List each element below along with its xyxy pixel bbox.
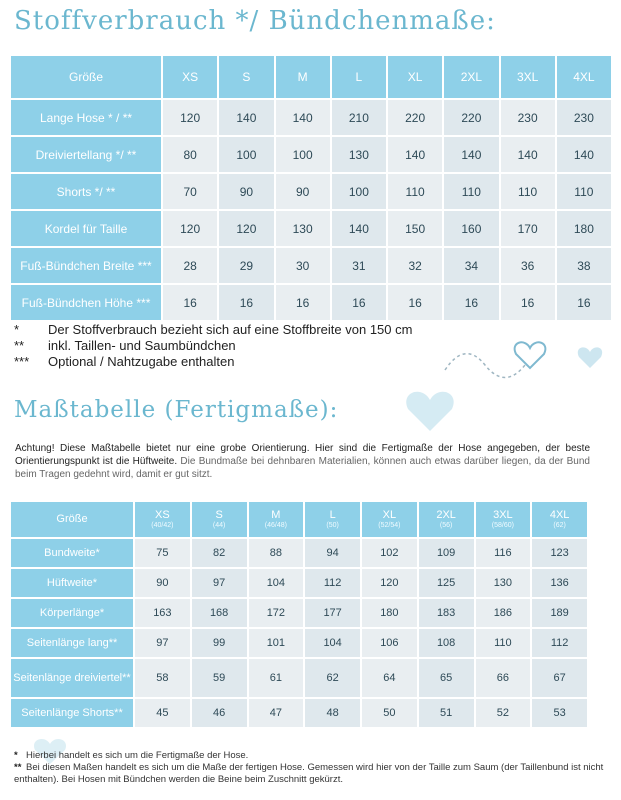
table-cell: 123: [532, 539, 587, 567]
table-cell: 177: [305, 599, 360, 627]
size-header: L: [332, 56, 386, 98]
table-cell: 64: [362, 659, 417, 697]
table-cell: 230: [501, 100, 555, 135]
table-cell: 88: [249, 539, 304, 567]
table-row: [11, 174, 611, 209]
table-cell: 140: [276, 100, 330, 135]
footnote-text: Bei diesen Maßen handelt es sich um die Maße der fertigen Hose. Gemessen wird hier von der Taille zum Saum (der Taillenbund ist nicht enthalten). Bei Hosen mit Bündchen werden die Beine beim Zuschnitt gekürzt.: [14, 762, 604, 785]
table-row: [11, 659, 587, 697]
eu-size-label: (44): [212, 522, 226, 529]
table-cell: 140: [557, 137, 611, 172]
section-title-measurements: Maßtabelle (Fertigmaße):: [14, 397, 339, 423]
table-header-row: [11, 56, 611, 98]
measurement-warning: [15, 442, 590, 481]
table-cell: 48: [305, 699, 360, 727]
table-cell: 101: [249, 629, 304, 657]
size-header: S: [219, 56, 273, 98]
row-label: Seitenlänge dreiviertel**: [11, 659, 133, 697]
table-cell: 38: [557, 248, 611, 283]
table-row: [11, 137, 611, 172]
table-cell: 52: [476, 699, 531, 727]
footnote: [14, 762, 606, 786]
row-label: Fuß-Bündchen Breite ***: [11, 248, 161, 283]
footnote: [14, 750, 606, 762]
size-header: [532, 502, 587, 537]
row-label: Bundweite*: [11, 539, 133, 567]
row-label: Dreiviertellang */ **: [11, 137, 161, 172]
table-cell: 16: [163, 285, 217, 320]
table-cell: 36: [501, 248, 555, 283]
table-cell: 104: [249, 569, 304, 597]
table-row: [11, 100, 611, 135]
size-header: [362, 502, 417, 537]
table-cell: 51: [419, 699, 474, 727]
table-cell: 90: [219, 174, 273, 209]
table-cell: 102: [362, 539, 417, 567]
footnote: [14, 322, 412, 338]
table-cell: 110: [476, 629, 531, 657]
eu-size-label: (46/48): [264, 522, 287, 529]
table-cell: 140: [219, 100, 273, 135]
table-row: [11, 211, 611, 246]
table-header-row: [11, 502, 587, 537]
table-cell: 180: [557, 211, 611, 246]
table-cell: 130: [476, 569, 531, 597]
table-cell: 120: [163, 211, 217, 246]
table-cell: 180: [362, 599, 417, 627]
table-cell: 170: [501, 211, 555, 246]
table-cell: 90: [276, 174, 330, 209]
eu-size-label: (40/42): [151, 522, 174, 529]
table-cell: 32: [388, 248, 442, 283]
table-cell: 16: [332, 285, 386, 320]
table-cell: 210: [332, 100, 386, 135]
footnote-text: Hierbei handelt es sich um die Fertigmaße der Hose.: [26, 750, 249, 761]
warning-rest: Die Bundmaße bei dehnbaren Materialien, können auch etwas darüber liegen, da der Bund beim Tragen gedehnt wird, damit er gut sitzt.: [15, 456, 590, 480]
table-cell: 100: [276, 137, 330, 172]
fabric-consumption-table: [9, 54, 613, 322]
table-cell: 110: [388, 174, 442, 209]
table-cell: 160: [444, 211, 498, 246]
table-cell: 28: [163, 248, 217, 283]
table-cell: 109: [419, 539, 474, 567]
footnote: [14, 338, 412, 354]
table-row: [11, 569, 587, 597]
size-header: M: [276, 56, 330, 98]
row-label: Körperlänge*: [11, 599, 133, 627]
table-row: [11, 699, 587, 727]
table-cell: 100: [332, 174, 386, 209]
table-cell: 186: [476, 599, 531, 627]
table-cell: 106: [362, 629, 417, 657]
table-cell: 97: [135, 629, 190, 657]
table-cell: 66: [476, 659, 531, 697]
table-cell: 62: [305, 659, 360, 697]
table-cell: 125: [419, 569, 474, 597]
size-label: S: [215, 509, 223, 521]
footnote-mark: *: [14, 322, 20, 337]
footnote: [14, 354, 412, 370]
table-cell: 59: [192, 659, 247, 697]
table-cell: 31: [332, 248, 386, 283]
row-label: Kordel für Taille: [11, 211, 161, 246]
table-row: [11, 248, 611, 283]
size-header: [476, 502, 531, 537]
table-cell: 80: [163, 137, 217, 172]
table-cell: 16: [444, 285, 498, 320]
table-cell: 108: [419, 629, 474, 657]
eu-size-label: (50): [326, 522, 339, 529]
table-cell: 53: [532, 699, 587, 727]
table-cell: 110: [557, 174, 611, 209]
table-cell: 82: [192, 539, 247, 567]
table-cell: 97: [192, 569, 247, 597]
table-cell: 230: [557, 100, 611, 135]
table-cell: 45: [135, 699, 190, 727]
row-label: Lange Hose * / **: [11, 100, 161, 135]
size-label: 4XL: [549, 509, 570, 521]
table-row: [11, 599, 587, 627]
table-cell: 16: [501, 285, 555, 320]
table-cell: 16: [276, 285, 330, 320]
size-header: [135, 502, 190, 537]
table-cell: 150: [388, 211, 442, 246]
size-header: 3XL: [501, 56, 555, 98]
table-cell: 47: [249, 699, 304, 727]
fabric-footnotes: [14, 322, 412, 370]
eu-size-label: (52/54): [378, 522, 401, 529]
table-cell: 189: [532, 599, 587, 627]
measurement-footnotes: [14, 750, 606, 786]
table-cell: 120: [362, 569, 417, 597]
size-header: [419, 502, 474, 537]
size-label: XL: [382, 509, 397, 521]
size-header: [249, 502, 304, 537]
table-cell: 172: [249, 599, 304, 627]
table-cell: 183: [419, 599, 474, 627]
footnote-text: inkl. Taillen- und Saumbündchen: [48, 338, 236, 353]
table-cell: 112: [305, 569, 360, 597]
section-title-fabric: Stoffverbrauch */ Bündchenmaße:: [14, 6, 496, 36]
row-label: Hüftweite*: [11, 569, 133, 597]
table-cell: 16: [219, 285, 273, 320]
table-cell: 61: [249, 659, 304, 697]
table-cell: 168: [192, 599, 247, 627]
table-cell: 163: [135, 599, 190, 627]
eu-size-label: (56): [439, 522, 453, 529]
size-label: 2XL: [436, 509, 456, 521]
table-cell: 16: [388, 285, 442, 320]
warning-strong: Achtung! Diese Maßtabelle bietet nur eine grobe Orientierung. Hier sind die Fertigmaße der Hose angegeben, der beste Orientierungspunkt ist die Hüftweite.: [15, 443, 590, 467]
footnote-text: Der Stoffverbrauch bezieht sich auf eine Stoffbreite von 150 cm: [48, 322, 413, 337]
table-cell: 110: [501, 174, 555, 209]
footnote-mark: **: [14, 338, 25, 353]
row-label: Seitenlänge lang**: [11, 629, 133, 657]
table-cell: 220: [388, 100, 442, 135]
size-header: [192, 502, 247, 537]
footnote-mark: ***: [14, 354, 30, 369]
row-label: Shorts */ **: [11, 174, 161, 209]
size-header: 2XL: [444, 56, 498, 98]
table-cell: 140: [388, 137, 442, 172]
table-cell: 112: [532, 629, 587, 657]
table-cell: 130: [332, 137, 386, 172]
footnote-mark: **: [14, 762, 22, 773]
size-label: XS: [155, 509, 170, 521]
row-label: Fuß-Bündchen Höhe ***: [11, 285, 161, 320]
table-cell: 140: [332, 211, 386, 246]
table-cell: 29: [219, 248, 273, 283]
eu-size-label: (62): [553, 522, 566, 529]
size-label: M: [271, 509, 281, 521]
table-cell: 16: [557, 285, 611, 320]
table-cell: 110: [444, 174, 498, 209]
table-cell: 140: [501, 137, 555, 172]
size-header: XS: [163, 56, 217, 98]
size-header: [305, 502, 360, 537]
header-label: Größe: [11, 502, 133, 537]
table-cell: 100: [219, 137, 273, 172]
footnote-text: Optional / Nahtzugabe enthalten: [48, 354, 235, 369]
table-cell: 65: [419, 659, 474, 697]
table-cell: 46: [192, 699, 247, 727]
table-cell: 94: [305, 539, 360, 567]
row-label: Seitenlänge Shorts**: [11, 699, 133, 727]
size-header: XL: [388, 56, 442, 98]
table-cell: 99: [192, 629, 247, 657]
table-cell: 50: [362, 699, 417, 727]
table-cell: 30: [276, 248, 330, 283]
table-cell: 120: [163, 100, 217, 135]
table-cell: 220: [444, 100, 498, 135]
table-cell: 104: [305, 629, 360, 657]
table-cell: 116: [476, 539, 531, 567]
table-cell: 90: [135, 569, 190, 597]
heart-icon: [400, 385, 460, 435]
size-header: 4XL: [557, 56, 611, 98]
footnote-mark: *: [14, 750, 18, 761]
heart-doodle-icon: [440, 330, 620, 390]
size-label: L: [329, 509, 336, 521]
table-cell: 130: [276, 211, 330, 246]
size-label: 3XL: [493, 509, 513, 521]
table-row: [11, 539, 587, 567]
table-row: [11, 285, 611, 320]
eu-size-label: (58/60): [491, 522, 514, 529]
measurement-table: [9, 500, 589, 729]
table-cell: 58: [135, 659, 190, 697]
table-cell: 70: [163, 174, 217, 209]
table-cell: 67: [532, 659, 587, 697]
table-cell: 136: [532, 569, 587, 597]
header-label: Größe: [11, 56, 161, 98]
table-cell: 120: [219, 211, 273, 246]
table-row: [11, 629, 587, 657]
table-cell: 34: [444, 248, 498, 283]
table-cell: 140: [444, 137, 498, 172]
table-cell: 75: [135, 539, 190, 567]
